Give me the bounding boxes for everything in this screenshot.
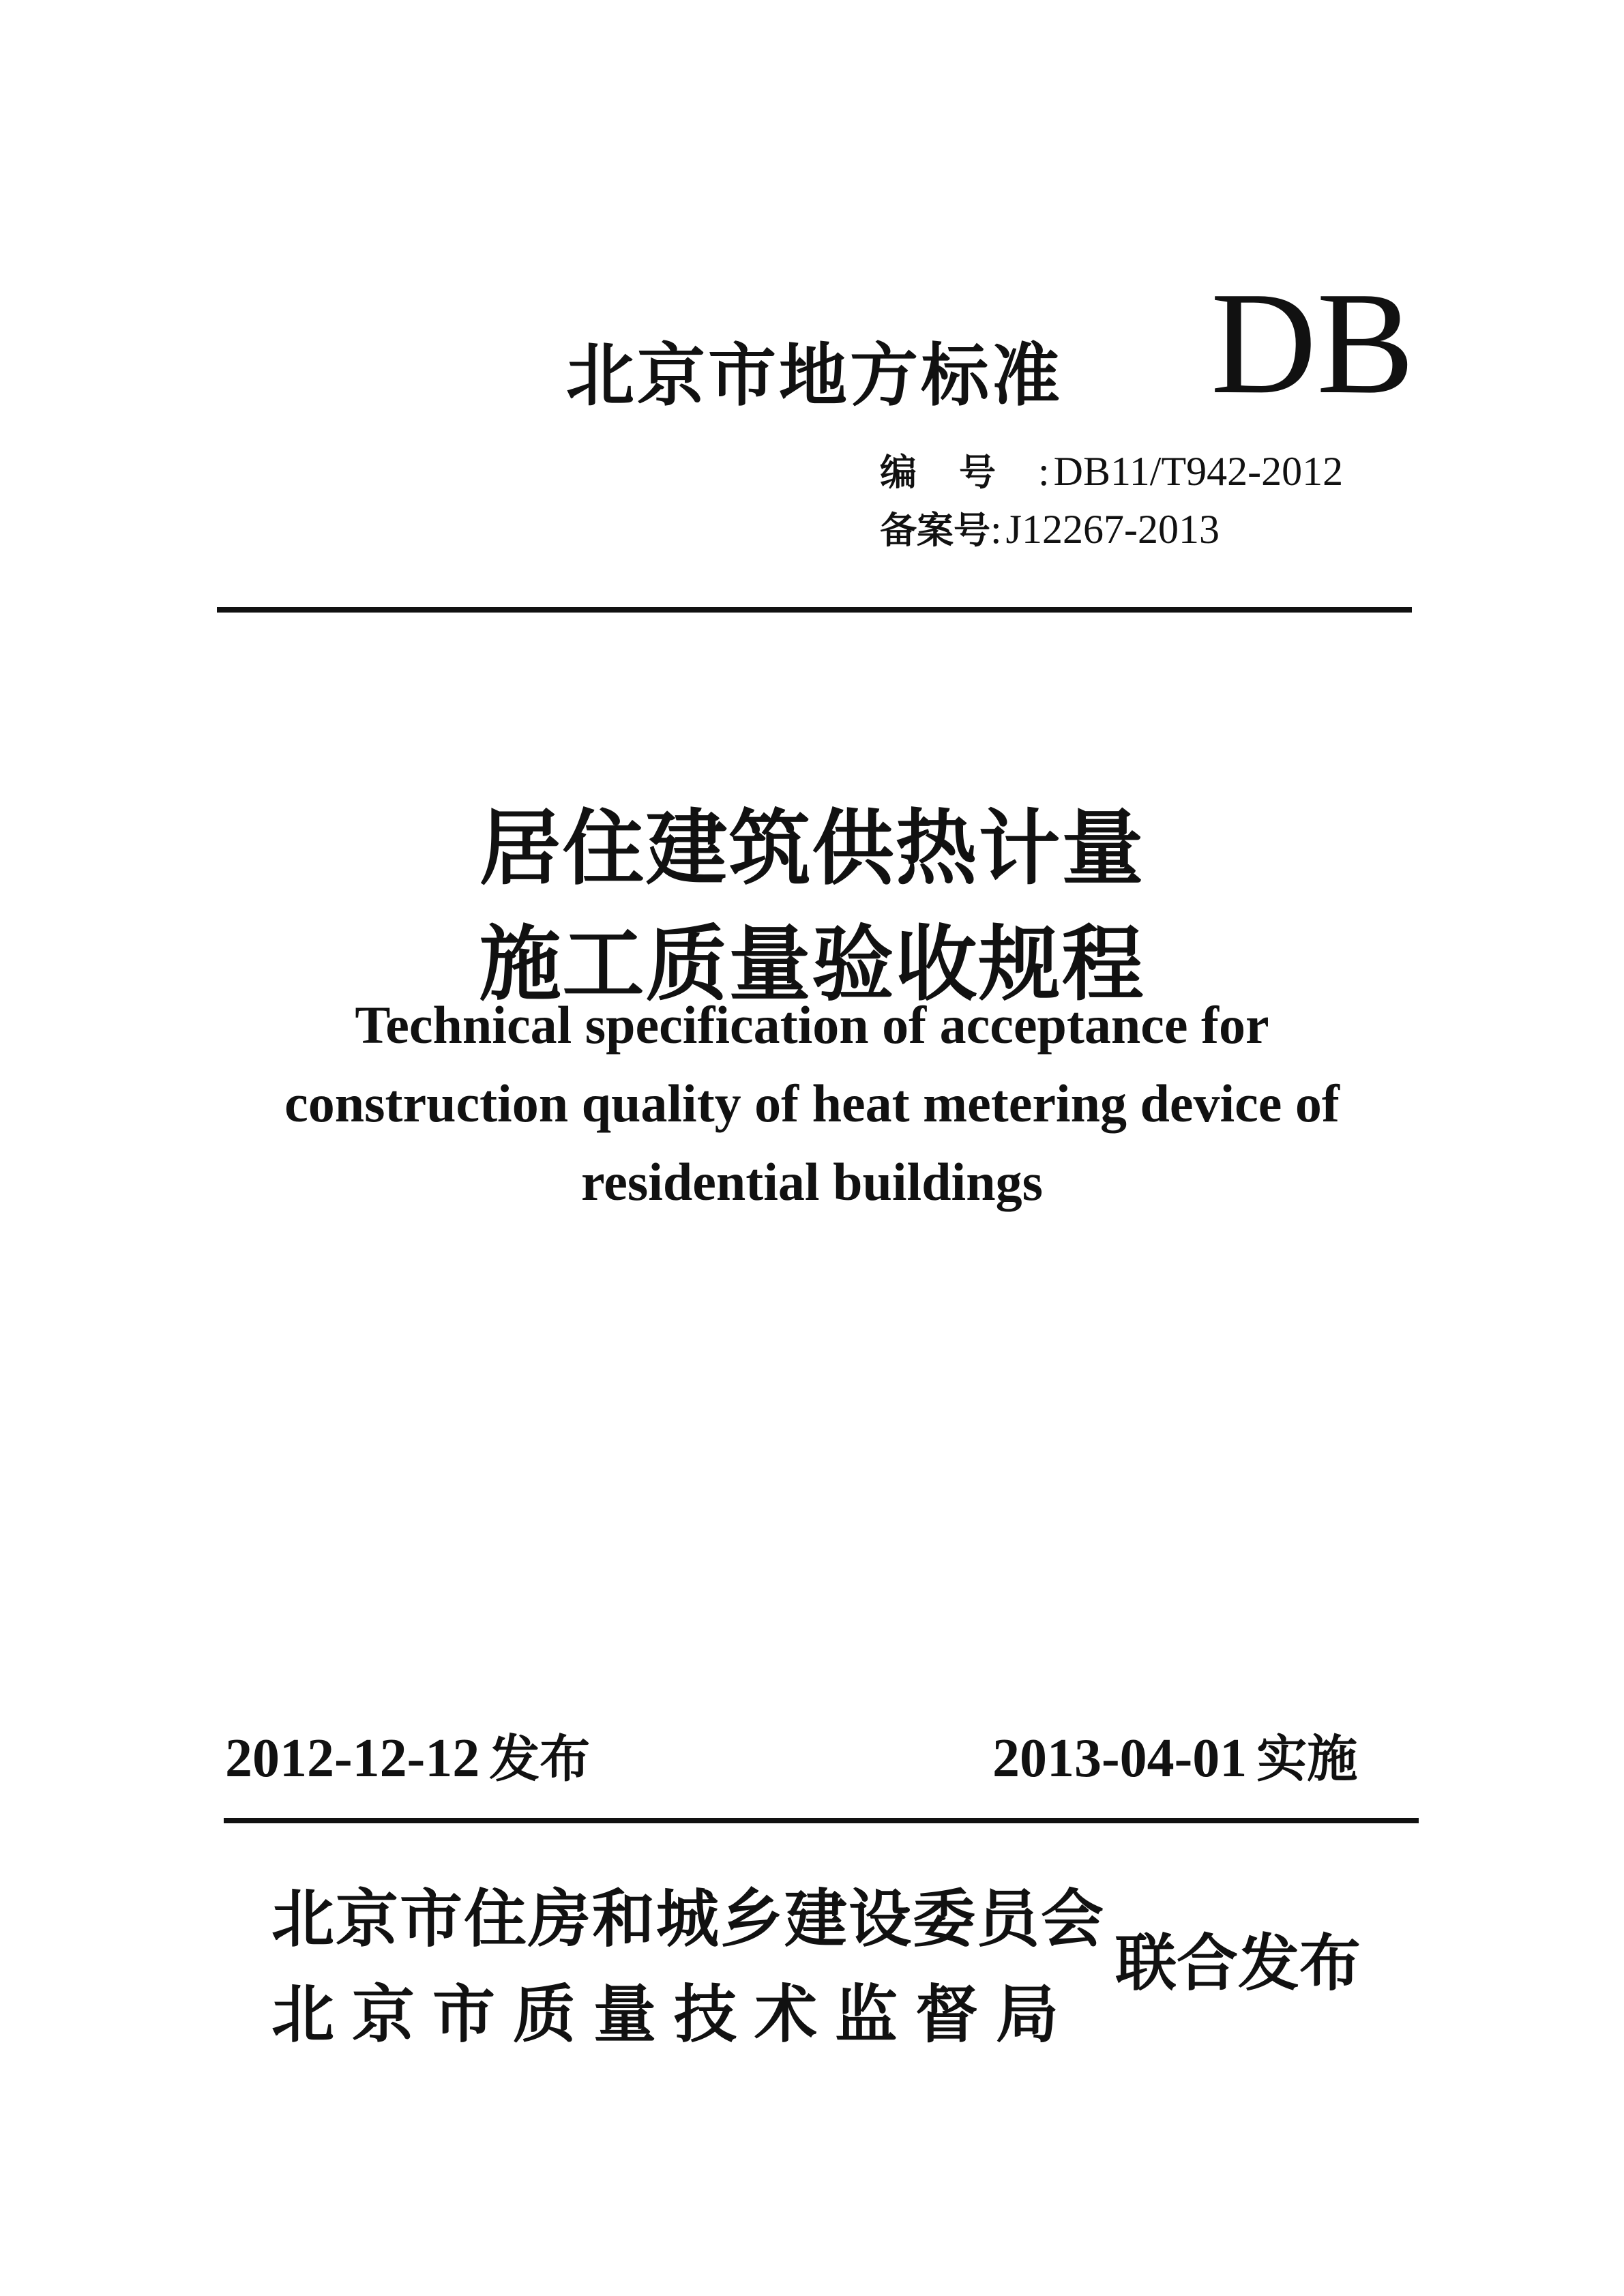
standard-code-value: DB11/T942-2012	[1053, 449, 1344, 494]
standard-code-row	[880, 443, 1343, 496]
issue-label: 发布	[489, 1730, 591, 1789]
title-cn-line-1: 居住建筑供热计量	[479, 801, 1145, 896]
title-en-line-2: construction quality of heat metering device of	[284, 1074, 1340, 1133]
issue-date	[225, 1719, 590, 1791]
publisher-housing-commission: 北京市住房和城乡建设委员会	[271, 1883, 1106, 1956]
publisher-quality-bureau: 北京市质量技术监督局	[271, 1978, 1077, 2051]
implementation-date-value: 2013-04-01	[992, 1728, 1247, 1789]
implementation-date	[992, 1719, 1357, 1791]
top-divider	[217, 607, 1412, 613]
joint-publish-label: 联合发布	[1115, 1928, 1361, 1999]
implementation-label: 实施	[1256, 1730, 1358, 1789]
record-number-value: J12267-2013	[1005, 507, 1220, 552]
title-en-line-1: Technical specification of acceptance for	[355, 995, 1269, 1055]
bottom-divider	[224, 1818, 1419, 1823]
record-number-row	[880, 501, 1220, 554]
issue-date-value: 2012-12-12	[225, 1728, 480, 1789]
db-mark: DB	[1211, 261, 1415, 424]
standard-name: 北京市地方标准	[566, 336, 1063, 415]
title-cn-line-2: 施工质量验收规程	[479, 917, 1145, 1012]
record-number-label: 备案号	[880, 509, 990, 552]
title-en-line-3: residential buildings	[581, 1152, 1043, 1211]
standard-code-label: 编号	[880, 451, 1038, 494]
record-colon: :	[990, 507, 1002, 552]
code-colon: :	[1038, 449, 1050, 494]
